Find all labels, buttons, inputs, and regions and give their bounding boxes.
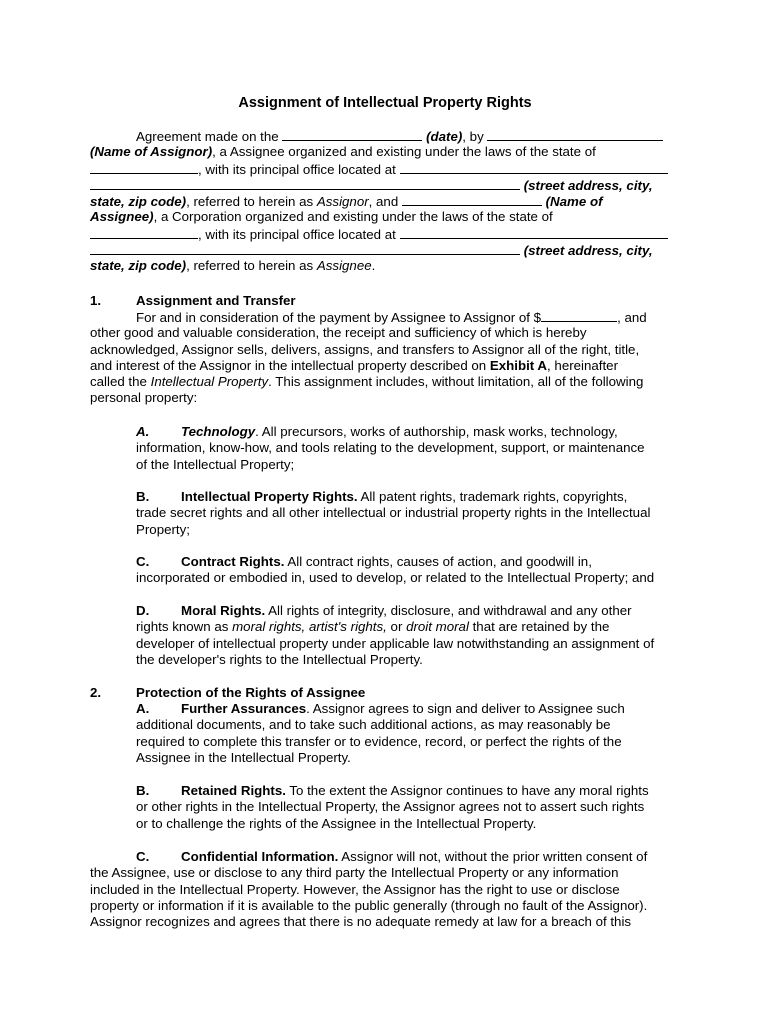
subsection-1b bbox=[136, 489, 676, 538]
date-blank[interactable] bbox=[282, 128, 422, 141]
address-hint: (street address, city, bbox=[523, 243, 653, 259]
intro-text: , a Corporation organized and existing under the laws of the state of bbox=[153, 209, 553, 225]
intro-text: , referred to herein as bbox=[186, 258, 314, 274]
subsection-text: information, know-how, and tools relating to the development, support, or maintenance bbox=[136, 440, 645, 456]
subsection-label: A. bbox=[136, 701, 150, 716]
subsection-text: . Assignor agrees to sign and deliver to Assignee such bbox=[306, 701, 625, 716]
section-text: , hereinafter bbox=[547, 357, 619, 373]
subsection-text: trade secret rights and all other intellectual or industrial property rights in the Intellectual bbox=[136, 505, 651, 521]
intro-text: , referred to herein as bbox=[186, 194, 314, 210]
subsection-text: or to challenge the rights of the Assignee in the Intellectual Property. bbox=[136, 815, 537, 831]
section-text: acknowledged, Assignor sells, delivers, assigns, and transfers to Assignor all of the right, title, bbox=[90, 341, 640, 357]
assignor-term: Assignor bbox=[316, 194, 369, 210]
droit-moral-term: droit moral bbox=[406, 619, 469, 635]
intro-text: , with its principal office located at bbox=[198, 161, 396, 177]
subsection-text: Assignor will not, without the prior written consent of bbox=[338, 849, 648, 864]
subsection-heading: Contract Rights. bbox=[181, 554, 285, 569]
subsection-text: the developer's rights to the Intellectual Property. bbox=[136, 651, 423, 667]
subsection-text: incorporated or embodied in, used to develop, or related to the Intellectual Property; and bbox=[136, 570, 655, 586]
intro-paragraph bbox=[90, 128, 682, 275]
subsection-text: additional documents, and to take such additional actions, as may reasonably be bbox=[136, 717, 611, 733]
assignee-name-blank[interactable] bbox=[402, 193, 542, 206]
assignee-name-hint: Assignee) bbox=[90, 209, 154, 225]
exhibit-a-ref: Exhibit A bbox=[489, 357, 548, 373]
section-1-heading: Assignment and Transfer bbox=[136, 293, 296, 308]
intro-text: , and bbox=[368, 194, 399, 210]
subsection-heading: Further Assurances bbox=[181, 701, 307, 716]
subsection-heading: Confidential Information. bbox=[181, 849, 339, 864]
section-1-paragraph bbox=[90, 309, 682, 407]
assignor-name-hint: (Name of Assignor) bbox=[90, 144, 213, 160]
subsection-2c bbox=[90, 849, 682, 930]
document-title: Assignment of Intellectual Property Rights bbox=[238, 95, 532, 111]
subsection-1d bbox=[136, 603, 676, 668]
section-text: . This assignment includes, without limitation, all of the following bbox=[268, 374, 644, 390]
subsection-label: B. bbox=[136, 783, 150, 798]
section-text: For and in consideration of the payment by Assignee to Assignor of $ bbox=[136, 310, 542, 325]
payment-amount-blank[interactable] bbox=[541, 309, 617, 322]
address-hint: state, zip code) bbox=[90, 258, 187, 274]
subsection-text: that are retained by the bbox=[468, 619, 610, 635]
subsection-label: C. bbox=[136, 849, 150, 864]
assignee-state-blank[interactable] bbox=[90, 226, 198, 239]
assignee-address-blank-2[interactable] bbox=[90, 242, 520, 255]
subsection-text: All patent rights, trademark rights, copyrights, bbox=[357, 489, 628, 504]
section-text: personal property: bbox=[90, 390, 198, 406]
subsection-label: B. bbox=[136, 489, 150, 504]
subsection-1a bbox=[136, 424, 676, 473]
subsection-heading: Intellectual Property Rights. bbox=[181, 489, 358, 504]
subsection-text: . All precursors, works of authorship, mask works, technology, bbox=[255, 424, 618, 439]
subsection-text: All contract rights, causes of action, and goodwill in, bbox=[284, 554, 592, 569]
intro-text: Agreement made on the bbox=[136, 129, 279, 144]
subsection-1c bbox=[136, 554, 676, 587]
assignee-term: Assignee bbox=[316, 258, 372, 274]
intro-text: , by bbox=[462, 129, 484, 144]
subsection-heading: Retained Rights. bbox=[181, 783, 286, 798]
subsection-label: A. bbox=[136, 424, 150, 439]
subsection-text: developer of intellectual property under applicable law notwithstanding an assignment of bbox=[136, 635, 655, 651]
section-2-heading: Protection of the Rights of Assignee bbox=[136, 685, 366, 700]
intro-text: . bbox=[371, 258, 376, 274]
subsection-text: To the extent the Assignor continues to have any moral rights bbox=[285, 783, 649, 798]
subsection-text: required to complete this transfer or to evidence, record, or perfect the rights of the bbox=[136, 733, 622, 749]
address-hint: state, zip code) bbox=[90, 194, 187, 210]
assignor-state-blank[interactable] bbox=[90, 161, 198, 174]
subsection-heading: Technology bbox=[181, 424, 256, 439]
subsection-label: C. bbox=[136, 554, 150, 569]
section-1-number: 1. bbox=[90, 293, 102, 308]
section-text: , and bbox=[617, 310, 647, 325]
assignor-address-blank[interactable] bbox=[400, 161, 668, 174]
subsection-text: Property; bbox=[136, 521, 190, 537]
date-hint: (date) bbox=[426, 129, 463, 144]
section-text: and interest of the Assignor in the intellectual property described on bbox=[90, 357, 487, 373]
subsection-text: rights known as bbox=[136, 619, 229, 635]
intro-text: , a Assignee organized and existing under the laws of the state of bbox=[212, 144, 596, 160]
subsection-text: included in the Intellectual Property. However, the Assignor has the right to use or disclose bbox=[90, 881, 620, 897]
subsection-text: or bbox=[386, 619, 403, 635]
subsection-text: Assignor recognizes and agrees that there is no adequate remedy at law for a breach of this bbox=[90, 914, 632, 930]
section-text: other good and valuable consideration, the receipt and sufficiency of which is hereby bbox=[90, 325, 587, 341]
subsection-text: of the Intellectual Property; bbox=[136, 456, 295, 472]
subsection-text: All rights of integrity, disclosure, and withdrawal and any other bbox=[265, 603, 632, 618]
subsection-2a bbox=[136, 701, 676, 766]
section-2-number: 2. bbox=[90, 685, 102, 700]
assignor-name-blank[interactable] bbox=[487, 128, 663, 141]
subsection-text: or other rights in the Intellectual Property, the Assignor agrees not to assert such rights bbox=[136, 799, 645, 815]
ip-term: Intellectual Property bbox=[150, 374, 269, 390]
subsection-2b bbox=[136, 783, 676, 832]
assignor-address-blank-2[interactable] bbox=[90, 177, 520, 190]
subsection-text: Assignee in the Intellectual Property. bbox=[136, 749, 351, 765]
subsection-heading: Moral Rights. bbox=[181, 603, 266, 618]
moral-rights-term: moral rights, artist's rights, bbox=[232, 619, 387, 635]
subsection-text: the Assignee, use or disclose to any third party the Intellectual Property or any information bbox=[90, 865, 619, 881]
section-text: called the bbox=[90, 374, 147, 390]
subsection-text: property or information if it is available to the public generally (through no fault of the Assignor). bbox=[90, 897, 648, 913]
subsection-label: D. bbox=[136, 603, 150, 618]
intro-text: , with its principal office located at bbox=[198, 226, 396, 242]
assignee-address-blank[interactable] bbox=[400, 226, 668, 239]
assignee-name-hint: (Name of bbox=[545, 194, 603, 210]
address-hint: (street address, city, bbox=[523, 177, 653, 193]
